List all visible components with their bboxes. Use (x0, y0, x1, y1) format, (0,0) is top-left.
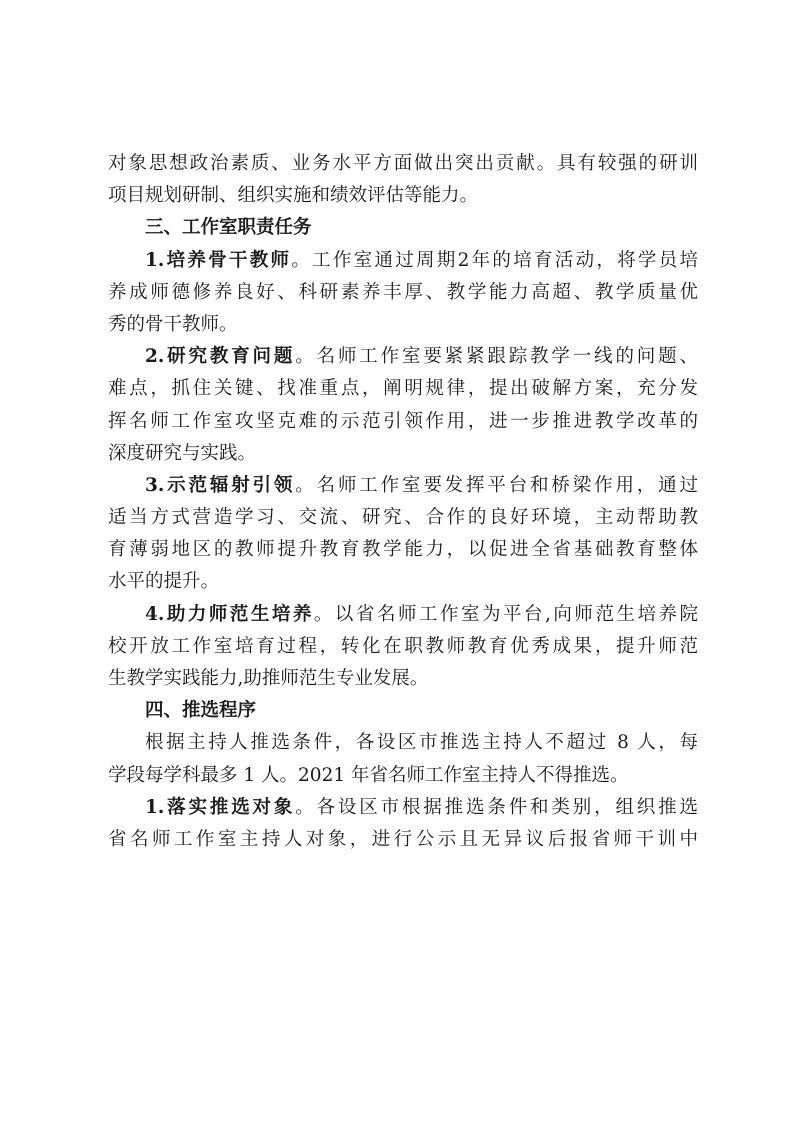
paragraph-line (108, 824, 698, 856)
line-text: 深度研究与实践。 (108, 442, 257, 464)
paragraph-first-line (108, 245, 698, 277)
paragraph-line (108, 373, 698, 405)
line-text: 根据主持人推选条件，各设区市推选主持人不超过 8 人，每 (145, 732, 698, 754)
item-lead: 3.示范辐射引领 (145, 474, 296, 496)
paragraph-first-line (108, 341, 698, 373)
paragraph-line (108, 534, 698, 566)
paragraph-last-line (108, 438, 698, 470)
line-text: 养成师德修养良好、科研素养丰厚、教学能力高超、教学质量优 (108, 281, 698, 303)
item-lead: 1.培养骨干教师 (145, 249, 292, 271)
paragraph-last-line (108, 760, 698, 792)
paragraph-first-line (108, 792, 698, 824)
item-lead: 4.助力师范生培养 (145, 603, 314, 625)
item-lead: 1.落实推选对象 (145, 796, 296, 818)
line-text: 秀的骨干教师。 (108, 313, 238, 335)
line-text: 育薄弱地区的教师提升教育教学能力，以促进全省基础教育整体 (108, 539, 698, 561)
paragraph-first-line (108, 727, 698, 759)
line-text: 四、推选程序 (145, 700, 257, 722)
line-text: 生教学实践能力,助推师范生专业发展。 (108, 668, 429, 689)
paragraph-line (108, 277, 698, 309)
line-text: 对象思想政治素质、业务水平方面做出突出贡献。具有较强的研训 (108, 153, 698, 174)
paragraph-line (108, 502, 698, 534)
line-text: 。工作室通过周期2年的培育活动，将学员培 (291, 249, 698, 271)
line-text: 。名师工作室要紧紧跟踪教学一线的问题、 (295, 346, 698, 368)
paragraph-line (108, 406, 698, 438)
paragraph-last-line (108, 180, 698, 212)
section-heading (108, 695, 698, 727)
line-text: 。以省名师工作室为平台,向师范生培养院 (313, 603, 698, 625)
paragraph-first-line (108, 599, 698, 631)
line-text: 学段每学科最多 1 人。2021 年省名师工作室主持人不得推选。 (108, 764, 629, 786)
line-text: 难点，抓住关键、找准重点，阐明规律，提出破解方案，充分发 (108, 378, 698, 400)
line-text: 水平的提升。 (108, 571, 220, 593)
line-text: 校开放工作室培育过程，转化在职教师教育优秀成果，提升师范 (108, 635, 698, 657)
line-text: 挥名师工作室攻坚克难的示范引领作用，进一步推进教学改革的 (108, 410, 698, 432)
line-text: 。各设区市根据推选条件和类别，组织推选 (295, 796, 698, 818)
paragraph-line (108, 631, 698, 663)
paragraph-first-line (108, 470, 698, 502)
line-text: 省名师工作室主持人对象，进行公示且无异议后报省师干训中 (108, 828, 698, 850)
line-text: 。名师工作室要发挥平台和桥梁作用，通过 (295, 474, 698, 496)
document-body (108, 148, 698, 856)
item-lead: 2.研究教育问题 (145, 346, 296, 368)
line-text: 适当方式营造学习、交流、研究、合作的良好环境，主动帮助教 (108, 507, 698, 529)
paragraph-last-line (108, 309, 698, 341)
paragraph-line (108, 148, 698, 180)
paragraph-last-line (108, 663, 698, 695)
section-heading (108, 212, 698, 244)
paragraph-last-line (108, 566, 698, 598)
line-text: 三、工作室职责任务 (145, 217, 312, 239)
line-text: 项目规划研制、组织实施和绩效评估等能力。 (108, 185, 479, 207)
